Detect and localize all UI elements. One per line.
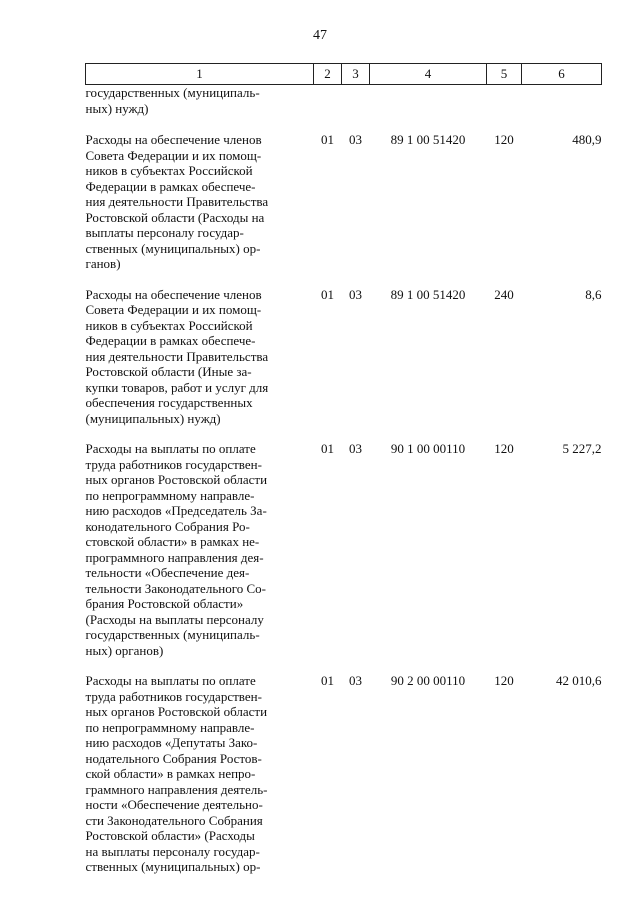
row-target-article: 89 1 00 51420 [390, 132, 466, 147]
column-header-subsection: 3 [342, 64, 370, 85]
row-description [86, 85, 314, 133]
description-line: ской области» в рамках непро- [85, 766, 256, 781]
column-header-amount: 6 [522, 64, 602, 85]
row-expense-type: 120 [494, 441, 514, 456]
row-amount: 8,6 [585, 286, 602, 302]
description-line: Расходы на обеспечение членов [85, 286, 262, 302]
description-line: ников в субъектах Российской [85, 163, 253, 178]
description-line: (Расходы на выплаты персоналу [85, 611, 264, 627]
table-header-row [86, 64, 602, 85]
row-amount: 42 010,6 [556, 673, 602, 688]
row-section: 01 [321, 286, 334, 302]
description-line: Расходы на выплаты по оплате [85, 441, 256, 456]
row-expense-type: 240 [494, 286, 514, 302]
row-subsection: 03 [349, 286, 362, 302]
description-line: тельности «Обеспечение дея- [85, 565, 250, 580]
column-header-section: 2 [314, 64, 342, 85]
description-line: граммного направления деятель- [85, 781, 268, 797]
description-line: по непрограммному направле- [85, 487, 255, 503]
row-target-article: 89 1 00 51420 [390, 286, 466, 302]
description-line: Расходы на обеспечение членов [85, 132, 262, 147]
description-line: нодательного Собрания Ростов- [85, 750, 262, 766]
description-line: купки товаров, работ и услуг для [85, 379, 269, 395]
description-line: тельности Законодательного Со- [85, 580, 266, 596]
row-description [86, 287, 314, 442]
row-section [314, 85, 342, 133]
description-line: Ростовской области (Расходы на [85, 209, 265, 225]
row-subsection: 03 [349, 441, 362, 456]
row-expense-type: 120 [494, 673, 514, 688]
row-expense-type [487, 85, 522, 133]
row-description [86, 441, 314, 673]
description-line: на выплаты персоналу государ- [85, 843, 260, 859]
table-row [86, 132, 602, 287]
description-line: ников в субъектах Российской [85, 317, 253, 333]
description-line: ственных (муниципальных) ор- [85, 859, 261, 874]
description-line: труда работников государствен- [85, 456, 262, 472]
row-description [86, 673, 314, 890]
row-section: 01 [321, 132, 334, 147]
description-line: брания Ростовской области» [85, 596, 244, 611]
row-section: 01 [321, 673, 334, 688]
row-target-article: 90 2 00 00110 [390, 673, 466, 688]
description-line: конодательного Собрания Ро- [85, 518, 250, 534]
description-line: выплаты персоналу государ- [85, 225, 244, 240]
column-header-description: 1 [86, 64, 314, 85]
table-row [86, 673, 602, 890]
description-line: ственных (муниципальных) ор- [85, 240, 261, 256]
description-line: ных) нужд) [85, 100, 149, 116]
row-target-article: 90 1 00 00110 [390, 441, 466, 456]
column-header-target-article: 4 [370, 64, 487, 85]
description-line: государственных (муниципаль- [85, 85, 260, 100]
row-amount [522, 85, 602, 133]
table-row [86, 85, 602, 133]
description-line: сти Законодательного Собрания [85, 812, 263, 828]
description-line: обеспечения государственных [85, 395, 253, 410]
description-line: ния деятельности Правительства [85, 348, 269, 364]
row-subsection [342, 85, 370, 133]
description-line: программного направления дея- [85, 549, 264, 565]
description-line: труда работников государствен- [85, 688, 262, 704]
description-line: Федерации в рамках обеспече- [85, 333, 256, 348]
row-subsection: 03 [349, 132, 362, 147]
description-line: Совета Федерации и их помощ- [85, 147, 262, 163]
description-line: нию расходов «Председатель За- [85, 503, 267, 518]
column-header-expense-type: 5 [487, 64, 522, 85]
row-amount: 5 227,2 [562, 441, 602, 456]
description-line: ных) органов) [85, 642, 164, 658]
description-line: ния деятельности Правительства [85, 194, 269, 209]
table-row [86, 441, 602, 673]
description-line: (муниципальных) нужд) [85, 410, 221, 426]
description-line: ганов) [85, 256, 121, 271]
description-line: Ростовской области (Иные за- [85, 364, 252, 379]
row-description [86, 132, 314, 287]
row-expense-type: 120 [494, 132, 514, 147]
budget-table [85, 63, 602, 890]
description-line: стовской области» в рамках не- [85, 534, 260, 549]
description-line: по непрограммному направле- [85, 719, 255, 735]
description-line: ных органов Ростовской области [85, 704, 268, 719]
row-subsection: 03 [349, 673, 362, 688]
row-target-article [370, 85, 487, 133]
description-line: ных органов Ростовской области [85, 472, 268, 487]
row-amount: 480,9 [572, 132, 602, 147]
description-line: Расходы на выплаты по оплате [85, 673, 256, 688]
description-line: государственных (муниципаль- [85, 627, 260, 642]
description-line: нию расходов «Депутаты Зако- [85, 735, 258, 750]
page-number: 47 [313, 28, 327, 43]
description-line: Совета Федерации и их помощ- [85, 302, 262, 317]
description-line: Ростовской области» (Расходы [85, 828, 255, 843]
description-line: Федерации в рамках обеспече- [85, 178, 256, 194]
table-row [86, 287, 602, 442]
description-line: ности «Обеспечение деятельно- [85, 797, 263, 812]
row-section: 01 [321, 441, 334, 456]
